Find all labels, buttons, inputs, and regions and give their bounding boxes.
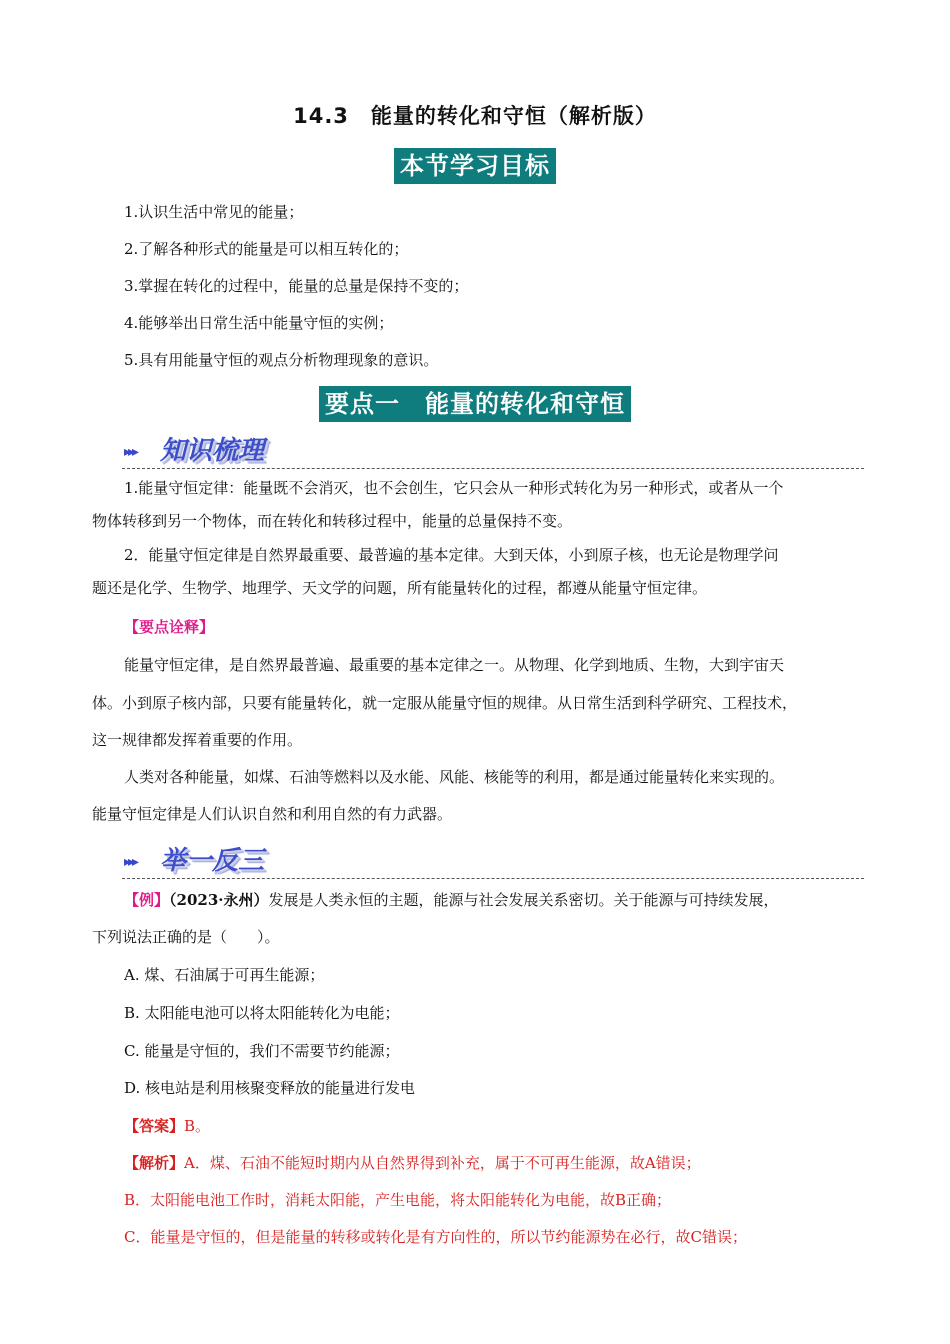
knowledge-line: 2．能量守恒定律是自然界最重要、最普遍的基本定律。大到天体，小到原子核，也无论是物理学问 [124,546,779,564]
goal-item: 3.掌握在转化的过程中，能量的总量是保持不变的； [124,277,469,295]
knowledge-line: 物体转移到另一个物体，而在转化和转移过程中，能量的总量保持不变。 [92,512,573,530]
analysis-text: C．能量是守恒的，但是能量的转移或转化是有方向性的，所以节约能源势在必行，故C错误； [124,1228,747,1246]
notes-line: 能量守恒定律，是自然界最普遍、最重要的基本定律之一。从物理、化学到地质、生物，大到宇宙天 [124,656,785,674]
example-text: 发展是人类永恒的主题，能源与社会发展关系密切。关于能源与可持续发展， [268,891,779,909]
analysis-label: 【解析】 [124,1154,185,1172]
divider [122,468,864,469]
analysis-text: A．煤、石油不能短时期内从自然界得到补充，属于不可再生能源，故A错误； [184,1154,701,1172]
example-label: 【例】 [124,891,170,909]
example-line [124,890,894,910]
option-b: B. 太阳能电池可以将太阳能转化为电能； [124,1004,400,1022]
answer-label: 【答案】 [124,1117,185,1135]
banner-learning-goals: 本节学习目标 [394,148,556,184]
option-c: C. 能量是守恒的，我们不需要节约能源； [124,1042,400,1060]
goal-item: 1.认识生活中常见的能量； [124,203,304,221]
section-practice-heading [124,840,864,876]
section-knowledge-label: 知识梳理 [160,436,265,466]
notes-line: 体。小到原子核内部，只要有能量转化，就一定服从能量守恒的规律。从日常生活到科学研究、工程技术， [92,694,798,712]
triple-arrow-icon: ▸▸▸ [124,444,137,460]
divider [122,878,864,879]
goal-item: 4.能够举出日常生活中能量守恒的实例； [124,314,394,332]
notes-line: 人类对各种能量，如煤、石油等燃料以及水能、风能、核能等的利用，都是通过能量转化来实现的。 [124,768,785,786]
page-title: 14.3 能量的转化和守恒（解析版） [293,104,657,128]
notes-line: 能量守恒定律是人们认识自然和利用自然的有力武器。 [92,805,453,823]
example-source: （2023·永州） [169,891,269,909]
answer-line [124,1116,894,1136]
goal-item: 5.具有用能量守恒的观点分析物理现象的意识。 [124,351,439,369]
example-text-cont: 下列说法正确的是（ ）。 [92,928,280,946]
section-knowledge-heading [124,430,864,466]
option-a: A. 煤、石油属于可再生能源； [124,966,325,984]
notes-line: 这一规律都发挥着重要的作用。 [92,731,303,749]
answer-value: B。 [184,1117,211,1135]
analysis-line [124,1153,894,1173]
banner-point-one: 要点一 能量的转化和守恒 [319,386,631,422]
notes-label: 【要点诠释】 [124,618,215,636]
triple-arrow-icon: ▸▸▸ [124,854,137,870]
option-d: D. 核电站是利用核聚变释放的能量进行发电 [124,1079,416,1097]
goal-item: 2.了解各种形式的能量是可以相互转化的； [124,240,409,258]
knowledge-line: 1.能量守恒定律：能量既不会消灭，也不会创生，它只会从一种形式转化为另一种形式，或者从一个 [124,479,784,497]
knowledge-line: 题还是化学、生物学、地理学、天文学的问题，所有能量转化的过程，都遵从能量守恒定律。 [92,579,708,597]
analysis-text: B．太阳能电池工作时，消耗太阳能，产生电能，将太阳能转化为电能，故B正确； [124,1191,672,1209]
section-practice-label: 举一反三 [160,846,265,876]
